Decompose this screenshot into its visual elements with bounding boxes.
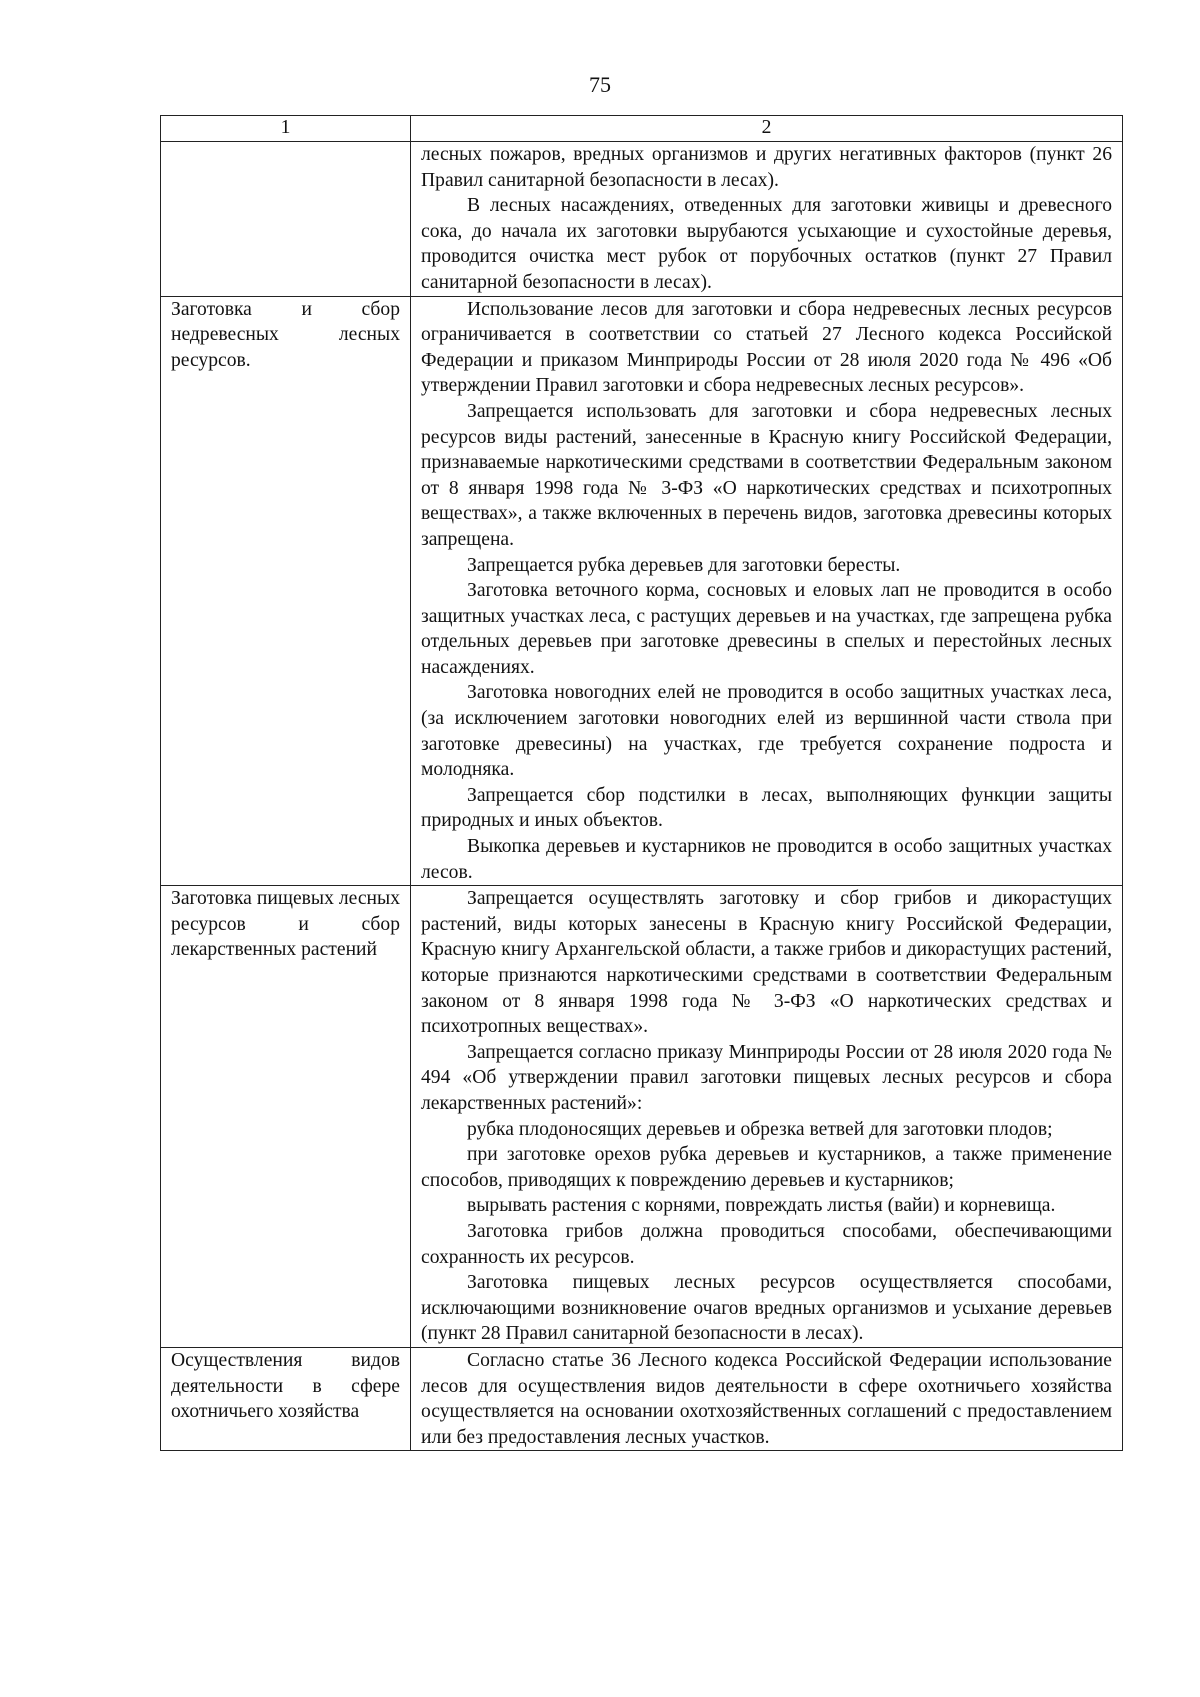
table-header-row — [161, 116, 1123, 142]
paragraph: Использование лесов для заготовки и сбора недревесных лесных ресурсов ограничивается в соответствии со статьей 27 Лесного кодекса Российской Федерации и приказом Минприроды России от 28 июля 2020 года № 496 «Об утверждении Правил заготовки и сбора недревесных лесных ресурсов». — [421, 298, 1112, 397]
paragraph: Запрещается сбор подстилки в лесах, выполняющих функции защиты природных и иных объектов. — [421, 784, 1112, 832]
paragraph: Заготовка грибов должна проводиться способами, обеспечивающими сохранность их ресурсов. — [421, 1220, 1112, 1268]
paragraph: Запрещается согласно приказу Минприроды России от 28 июля 2020 года № 494 «Об утверждении правил заготовки пищевых лесных ресурсов и сбора лекарственных растений»: — [421, 1041, 1112, 1114]
page-number: 75 — [589, 72, 611, 97]
table-row — [161, 886, 1123, 1348]
activity-cell: Заготовка пищевых лесных ресурсов и сбор лекарственных растений — [161, 886, 411, 1348]
paragraph: вырывать растения с корнями, повреждать листья (вайи) и корневища. — [467, 1195, 1056, 1217]
restrictions-table — [160, 115, 1123, 1451]
activity-cell: Осуществления видов деятельности в сфере охотничьего хозяйства — [161, 1347, 411, 1450]
paragraph: лесных пожаров, вредных организмов и других негативных факторов (пункт 26 Правил санитарной безопасности в лесах). — [421, 144, 1112, 191]
description-cell — [411, 296, 1123, 886]
activity-cell: Заготовка и сбор недревесных лесных ресурсов. — [161, 296, 411, 886]
table-row — [161, 1347, 1123, 1450]
description-cell — [411, 886, 1123, 1348]
table-row — [161, 142, 1123, 297]
paragraph: при заготовке орехов рубка деревьев и кустарников, а также применение способов, приводящих к повреждению деревьев и кустарников; — [421, 1144, 1112, 1191]
description-cell — [411, 1347, 1123, 1450]
table-row — [161, 296, 1123, 886]
paragraph: Заготовка новогодних елей не проводится в особо защитных участках леса, (за исключением заготовки новогодних елей из вершинной части ствола при заготовке древесины) на участках, где требуется сохранение подроста и молодняка. — [421, 682, 1112, 781]
paragraph: В лесных насаждениях, отведенных для заготовки живицы и древесного сока, до начала их заготовки вырубаются усыхающие и сухостойные деревья, проводится очистка мест рубок от порубочных остатков (пункт 27 Правил санитарной безопасности в лесах). — [421, 195, 1112, 293]
column-header-2: 2 — [411, 116, 1123, 142]
paragraph: Согласно статье 36 Лесного кодекса Российской Федерации использование лесов для осуществления видов деятельности в сфере охотничьего хозяйства осуществляется на основании охотхозяйственных соглашений с предоставлением или без предоставления лесных участков. — [421, 1349, 1112, 1448]
paragraph: Запрещается осуществлять заготовку и сбор грибов и дикорастущих растений, виды которых занесены в Красную книгу Российской Федерации, Красную книгу Архангельской области, а также грибов и дикорастущих растений, которые признаются наркотическими средствами в соответствии Федеральным законом от 8 января 1998 года № 3-ФЗ «О наркотических средствах и психотропных веществах». — [421, 888, 1112, 1038]
activity-cell — [161, 142, 411, 297]
paragraph: Выкопка деревьев и кустарников не проводится в особо защитных участках лесов. — [421, 836, 1112, 883]
paragraph: рубка плодоносящих деревьев и обрезка ветвей для заготовки плодов; — [467, 1118, 1053, 1140]
column-header-1: 1 — [161, 116, 411, 142]
paragraph: Запрещается рубка деревьев для заготовки бересты. — [467, 554, 901, 576]
paragraph: Заготовка веточного корма, сосновых и еловых лап не проводится в особо защитных участках леса, с растущих деревьев и на участках, где запрещена рубка отдельных деревьев при заготовке древесины в спелых и перестойных лесных насаждениях. — [421, 580, 1112, 678]
paragraph: Запрещается использовать для заготовки и сбора недревесных лесных ресурсов виды растений, занесенные в Красную книгу Российской Федерации, признаваемые наркотическими средствами в соответствии Федеральным законом от 8 января 1998 года № 3-ФЗ «О наркотических средствах и психотропных веществах», а также включенных в перечень видов, заготовка древесины которых запрещена. — [421, 400, 1112, 550]
description-cell — [411, 142, 1123, 297]
paragraph: Заготовка пищевых лесных ресурсов осуществляется способами, исключающими возникновение очагов вредных организмов и усыхание деревьев (пункт 28 Правил санитарной безопасности в лесах). — [421, 1272, 1112, 1345]
